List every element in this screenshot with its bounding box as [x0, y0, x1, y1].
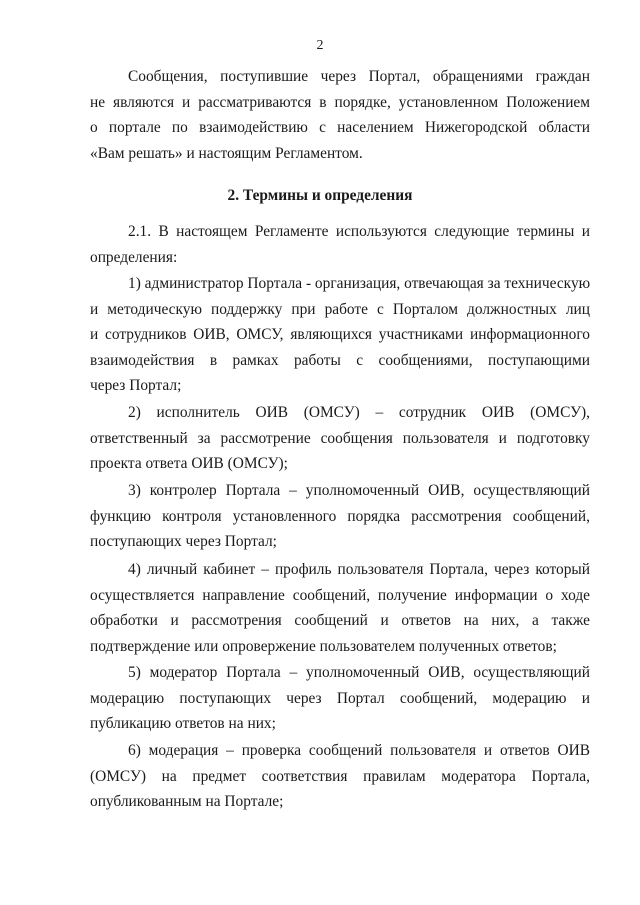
paragraph-line: не являются и рассматриваются в порядке, установленном Положением — [90, 93, 590, 111]
paragraph-line: обработки и рассмотрения сообщений и ответов на них, а также — [90, 612, 590, 630]
page-number: 2 — [316, 38, 324, 53]
paragraph-line: проекта ответа ОИВ (ОМСУ); — [90, 455, 288, 473]
definition-moderation — [90, 738, 590, 815]
paragraph-line: 1) администратор Портала - организация, отвечающая за техническую — [128, 275, 591, 292]
paragraph-line: и методическую поддержку при работе с Порталом должностных лиц — [90, 300, 590, 318]
definition-controller — [90, 478, 590, 555]
paragraph-line: 2.1. В настоящем Регламенте используются следующие термины и — [128, 223, 590, 240]
definition-moderator — [90, 660, 590, 737]
paragraph-line: взаимодействия в рамках работы с сообщениями, поступающими — [90, 351, 590, 369]
paragraph-line: ответственный за рассмотрение сообщения пользователя и подготовку — [90, 429, 590, 447]
paragraph-line: 4) личный кабинет – профиль пользователя Портала, через который — [128, 561, 590, 578]
paragraph-line: функцию контроля установленного порядка рассмотрения сообщений, — [90, 507, 590, 525]
paragraph-line: «Вам решать» и настоящим Регламентом. — [90, 144, 363, 162]
paragraph-line: 5) модератор Портала – уполномоченный ОИВ, осуществляющий — [128, 664, 590, 681]
paragraph-line: (ОМСУ) на предмет соответствия правилам модератора Портала, — [90, 767, 590, 785]
definition-executor — [90, 400, 590, 477]
paragraph-line: 2) исполнитель ОИВ (ОМСУ) – сотрудник ОИВ (ОМСУ), — [128, 404, 590, 421]
definition-administrator — [90, 271, 590, 399]
paragraph-line: Сообщения, поступившие через Портал, обращениями граждан — [128, 68, 590, 85]
paragraph-line: опубликованным на Портале; — [90, 793, 284, 811]
paragraph-line: подтверждение или опровержение пользователем полученных ответов; — [90, 637, 557, 655]
paragraph-line: 6) модерация – проверка сообщений пользователя и ответов ОИВ — [128, 742, 590, 759]
intro-paragraph — [90, 64, 590, 166]
paragraph-line: модерацию поступающих через Портал сообщений, модерацию и — [90, 689, 590, 707]
paragraph-line: о портале по взаимодействию с населением Нижегородской области — [90, 119, 590, 137]
paragraph-line: поступающих через Портал; — [90, 533, 277, 551]
paragraph-line: публикацию ответов на них; — [90, 715, 276, 733]
section-heading: 2. Термины и определения — [227, 187, 413, 204]
definition-personal-account — [90, 557, 590, 659]
definition-intro-paragraph — [90, 219, 590, 270]
paragraph-line: осуществляется направление сообщений, получение информации о ходе — [90, 586, 590, 604]
paragraph-line: и сотрудников ОИВ, ОМСУ, являющихся участниками информационного — [90, 326, 590, 344]
paragraph-line: 3) контролер Портала – уполномоченный ОИВ, осуществляющий — [128, 482, 590, 499]
paragraph-line: определения: — [90, 248, 178, 266]
paragraph-line: через Портал; — [90, 377, 182, 395]
